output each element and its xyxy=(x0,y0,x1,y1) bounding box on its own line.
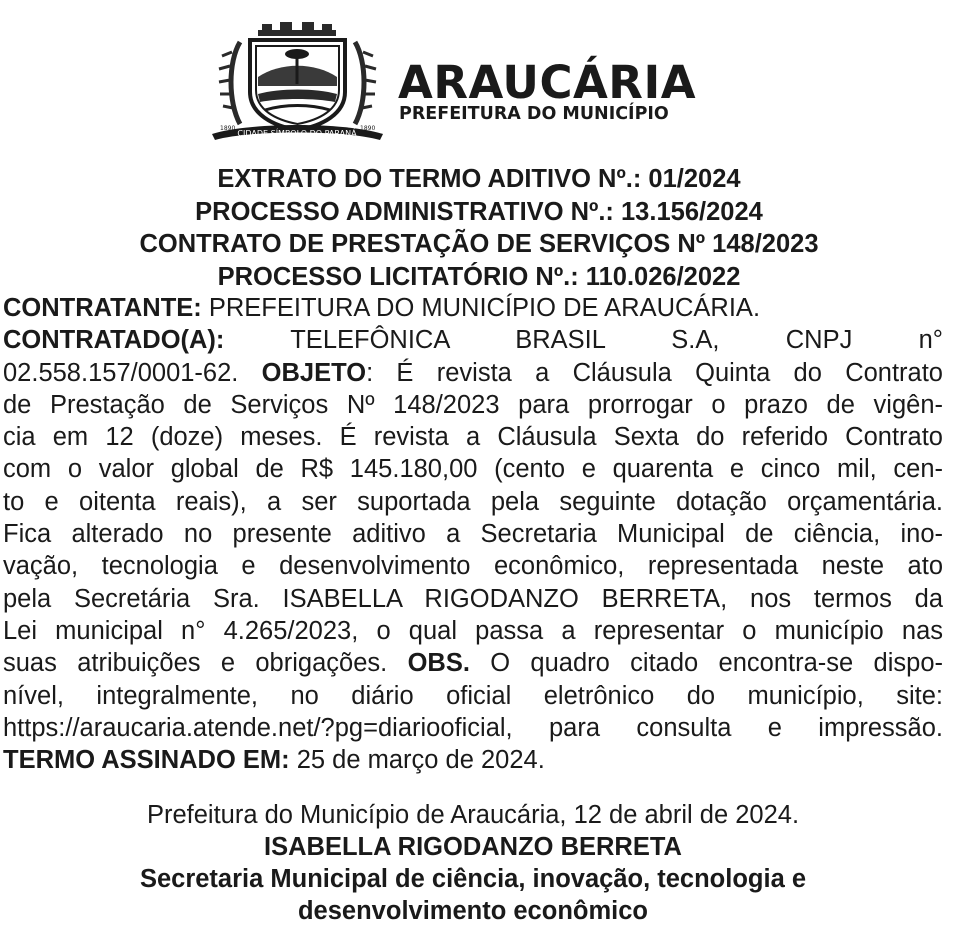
termo-value: 25 de março de 2024. xyxy=(289,746,545,775)
contratante-line xyxy=(3,292,943,324)
closing-block xyxy=(0,799,946,927)
signer-role-line2: desenvolvimento econômico xyxy=(297,897,648,925)
brand-logo xyxy=(398,56,697,124)
termo-label: TERMO ASSINADO EM: xyxy=(3,746,290,775)
obs-label: OBS. xyxy=(407,649,470,678)
contratado-word: BRASIL xyxy=(515,326,605,355)
header xyxy=(210,22,750,140)
crest-year-left: 1890 xyxy=(220,125,236,132)
objeto-label: OBJETO xyxy=(261,358,367,387)
signer-role-line1: Secretaria Municipal de ciência, inovação, tecnologia e xyxy=(139,865,807,893)
body-line: to e oitenta reais), a ser suportada pela seguinte dotação orçamentária. xyxy=(3,487,943,516)
objeto-first: : É revista a Cláusula Quinta do Contrato xyxy=(366,358,943,387)
body-line: cia em 12 (doze) meses. É revista a Cláusula Sexta do referido Contrato xyxy=(3,423,943,452)
signer-name: ISABELLA RIGODANZO BERRETA xyxy=(264,833,682,861)
obs-line xyxy=(3,647,943,679)
body-line: Fica alterado no presente aditivo a Secretaria Municipal de ciência, ino- xyxy=(3,520,943,549)
body-line: Lei municipal n° 4.265/2023, o qual passa a representar o município nas xyxy=(3,616,943,645)
contratado-word: S.A, xyxy=(671,326,720,355)
crest-banner-text: CIDADE SÍMBOLO DO PARANÁ xyxy=(237,129,357,138)
body-line: vação, tecnologia e desenvolvimento econômico, representada neste ato xyxy=(3,552,943,581)
contratado-word: CNPJ xyxy=(785,326,853,355)
body-line: com o valor global de R$ 145.180,00 (cento e quarenta e cinco mil, cen- xyxy=(3,455,943,484)
coat-of-arms-icon xyxy=(210,22,385,140)
body-line: de Prestação de Serviços Nº 148/2023 para prorrogar o prazo de vigên- xyxy=(3,390,943,419)
brand-name: ARAUCÁRIA xyxy=(398,56,697,109)
contratado-word: TELEFÔNICA xyxy=(290,326,449,355)
document-body xyxy=(3,292,943,776)
termo-line xyxy=(3,744,943,776)
crest-year-right: 1890 xyxy=(360,125,376,132)
contratado-word: n° xyxy=(918,326,943,355)
url-line: https://araucaria.atende.net/?pg=diariooficial, para consulta e impressão. xyxy=(3,713,943,742)
obs-before: suas atribuições e obrigações. xyxy=(3,649,408,678)
contratante-label: CONTRATANTE: xyxy=(3,294,202,322)
contratante-value: PREFEITURA DO MUNICÍPIO DE ARAUCÁRIA. xyxy=(201,294,761,322)
place-date: Prefeitura do Município de Araucária, 12 de abril de 2024. xyxy=(146,801,800,829)
body-line: pela Secretária Sra. ISABELLA RIGODANZO BERRETA, nos termos da xyxy=(3,584,943,613)
title-contrato: CONTRATO DE PRESTAÇÃO DE SERVIÇOS Nº 148/2023 xyxy=(139,230,819,258)
contratado-label: CONTRATADO(A): xyxy=(3,326,225,355)
title-processo-administrativo: PROCESSO ADMINISTRATIVO Nº.: 13.156/2024 xyxy=(195,197,763,226)
cnpj-objeto-line xyxy=(3,357,943,389)
brand-subtitle: PREFEITURA DO MUNICÍPIO xyxy=(399,104,669,124)
obs-after: O quadro citado encontra-se dispo- xyxy=(469,649,943,678)
cnpj-text: 02.558.157/0001-62. xyxy=(3,358,262,387)
contratado-line xyxy=(3,324,943,356)
document-titles xyxy=(0,163,958,293)
title-extrato: EXTRATO DO TERMO ADITIVO Nº.: 01/2024 xyxy=(217,165,741,193)
site-line: nível, integralmente, no diário oficial eletrônico do município, site: xyxy=(3,681,943,710)
title-processo-licitatorio: PROCESSO LICITATÓRIO Nº.: 110.026/2022 xyxy=(217,262,741,291)
